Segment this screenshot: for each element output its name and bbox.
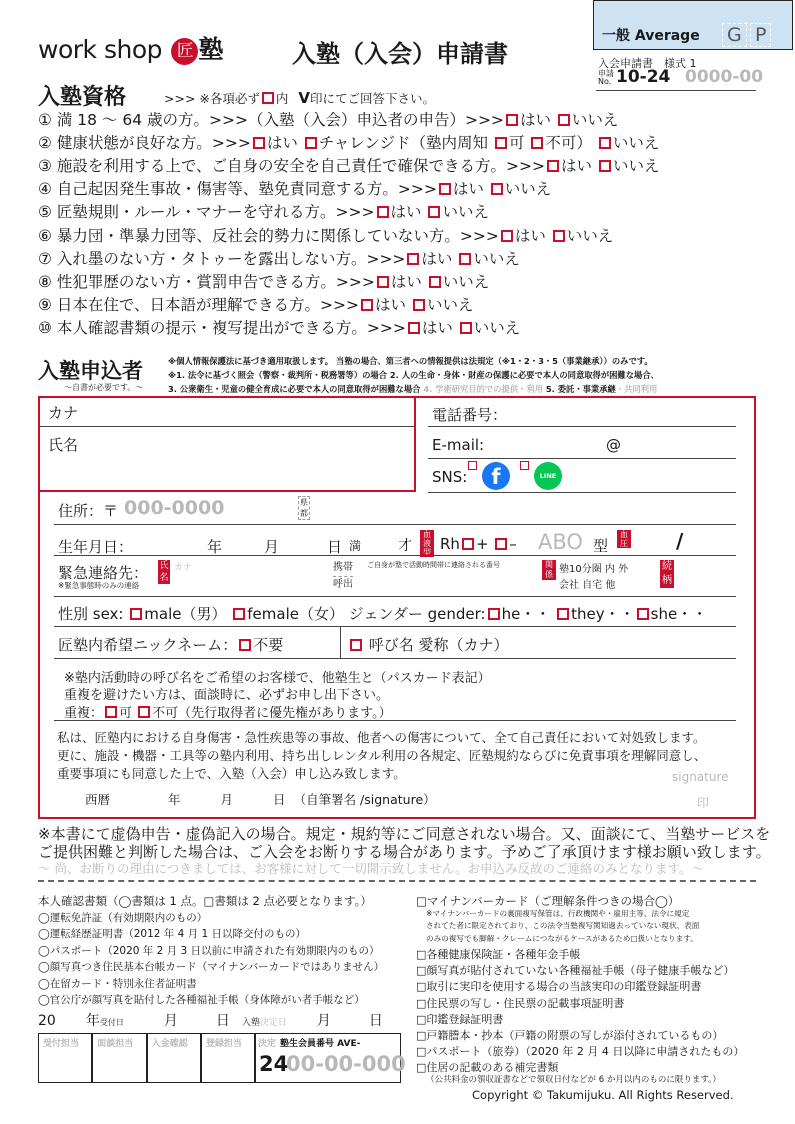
stamp-box[interactable] xyxy=(38,1033,92,1083)
privacy-note-3: 3. 公衆衛生・児童の健全育成に必要で本人の同意取得が困難な場合 4. 学術研究目的での提供・利用 5. 委託・事業承継・共同利用 xyxy=(168,384,658,394)
id-doc-item: ◯在留カード・特別永住者証明書 xyxy=(38,977,197,990)
callname-row: 呼び名 愛称（カナ） xyxy=(348,634,509,655)
qualification-item: ⑧ 性犯罪歴のない方・賞罰申告できる方。>>> はい いいえ xyxy=(38,272,490,291)
id-doc-item: ◯運転経歴証明書（2012 年 4 月 1 日以降交付のもの） xyxy=(38,928,307,941)
date-row: 20 年受付日 月 日 入塾決定日 月 日 xyxy=(38,1013,383,1029)
stamp-box[interactable] xyxy=(147,1033,201,1083)
yes-checkbox[interactable] xyxy=(361,299,373,311)
callname-checkbox[interactable] xyxy=(350,639,362,651)
privacy-note-2: ※1. 法令に基づく照会（警察・裁判所・税務署等）の場合 2. 人の生命・身体・財産の保護に必要で本人の同意取得が困難な場合、 xyxy=(168,370,659,380)
disclose-ok-checkbox[interactable] xyxy=(495,137,507,149)
nickname-row: 匠塾内希望ニックネーム： 不要 xyxy=(58,636,284,654)
no-checkbox[interactable] xyxy=(429,276,441,288)
no-checkbox[interactable] xyxy=(459,253,471,265)
challenged-checkbox[interactable] xyxy=(305,137,317,149)
id-doc-item: □住居の記載のある補完書類 xyxy=(416,1061,559,1075)
blood-label: 血液型 xyxy=(420,530,434,557)
qualification-note: >>> ※各項必ず 内 V印にてご回答下さい。 xyxy=(164,89,435,107)
no-checkbox[interactable] xyxy=(428,206,440,218)
disclose-ng-checkbox[interactable] xyxy=(531,137,543,149)
qualification-item: ③ 施設を利用する上で、ご自身の安全を自己責任で確保できる方。>>> はい いいえ xyxy=(38,157,660,176)
yes-checkbox[interactable] xyxy=(506,114,518,126)
member-number-box[interactable]: 決定 塾生会員番号 AVE- 24 00-00-000 xyxy=(255,1033,401,1083)
rh-minus-checkbox[interactable] xyxy=(495,538,507,550)
copyright: Copyright © Takumijuku. All Rights Reserved. xyxy=(472,1088,734,1102)
birth-label: 生年月日： xyxy=(58,538,134,556)
no-checkbox[interactable] xyxy=(553,230,565,242)
grade-g: G xyxy=(722,23,747,47)
bp-label: 血圧 xyxy=(617,530,631,548)
yes-checkbox[interactable] xyxy=(377,206,389,218)
logo-suffix: 塾 xyxy=(198,35,223,64)
dup-ng-checkbox[interactable] xyxy=(138,706,150,718)
stamp-label: 面談担当 xyxy=(97,1039,134,1049)
qualification-item: ⑤ 匠塾規則・ルール・マナーを守れる方。>>> はい いいえ xyxy=(38,203,489,222)
no-checkbox[interactable] xyxy=(599,160,611,172)
mynumber-note-line: されてた者に限定されており、この法令当塾複写関知過去っていない現状、表面 xyxy=(426,921,700,931)
grade-box xyxy=(593,0,793,50)
line-icon: LINE xyxy=(534,462,562,490)
yes-checkbox[interactable] xyxy=(501,230,513,242)
id-doc-item: □各種健康保険証・各種年金手帳 xyxy=(416,948,581,961)
dup-ok-checkbox[interactable] xyxy=(105,706,117,718)
phone-label: 電話番号： xyxy=(432,406,508,424)
id-doc-item: □顔写真が貼付されていない各種福祉手帳（母子健康手帳など） xyxy=(416,964,735,978)
yes-checkbox[interactable] xyxy=(439,183,451,195)
logo-mark: 匠 xyxy=(171,38,198,65)
stamp-box[interactable] xyxy=(92,1033,146,1083)
id-doc-item: □印鑑登録証明書 xyxy=(416,1012,504,1026)
sns-checkbox-1[interactable] xyxy=(468,461,477,470)
email-label: E-mail: xyxy=(432,436,485,454)
email-at: @ xyxy=(606,436,621,454)
gender-row: 性別 sex: male（男） female（女） ジェンダー gender: he・・ they・・ she・・ xyxy=(58,605,708,623)
grade-p: P xyxy=(750,23,771,47)
name-input[interactable] xyxy=(100,430,400,485)
applicant-subheading: ～自書が必要です。～ xyxy=(64,383,144,392)
mynumber-note-line: ※マイナンバーカードの裏面複写保管は、行政機関や・雇用主等、法令に規定 xyxy=(426,909,690,918)
prefecture-tag: 県 都 xyxy=(300,498,308,518)
id-doc-item: ◯運転免許証（有効期限内のもの） xyxy=(38,912,208,924)
stamp-label: 登録担当 xyxy=(205,1039,242,1049)
qualification-item: ⑥ 暴力団・準暴力団等、反社会的勢力に関係していない方。>>> はい いいえ xyxy=(38,226,614,245)
qualification-item: ⑩ 本人確認書類の提示・複写提出ができる方。>>> はい いいえ xyxy=(38,318,521,337)
male-checkbox[interactable] xyxy=(130,608,142,620)
she-checkbox[interactable] xyxy=(637,608,649,620)
privacy-note-1: ※個人情報保護法に基づき適用取扱します。 当塾の場合、第三者への情報提供は法規定（※1・2・3・5（事業継承））のみです。 xyxy=(168,356,653,366)
form-label: 入会申請書 様式 1 xyxy=(598,57,697,70)
seal: 印 xyxy=(697,796,710,810)
qualification-heading: 入塾資格 xyxy=(38,85,127,110)
id-doc-item: □取引に実印を使用する場合の当該実印の印鑑登録証明書 xyxy=(416,980,702,994)
signature-row: 西暦 年 月 日 （自筆署名 /signature） xyxy=(85,792,436,807)
address-label: 住所：〒 xyxy=(58,502,119,520)
yes-checkbox[interactable] xyxy=(377,276,389,288)
stamp-box[interactable] xyxy=(201,1033,255,1083)
id-doc-item: ◯パスポート（2020 年 2 月 3 日以前に申請された有効期限内のもの） xyxy=(38,944,380,957)
qualification-item: ⑨ 日本在住で、日本語が理解できる方。>>> はい いいえ xyxy=(38,295,474,314)
they-checkbox[interactable] xyxy=(557,608,569,620)
yes-checkbox[interactable] xyxy=(407,253,419,265)
logo xyxy=(38,30,223,66)
id-doc-item: （公共料金の領収証書などで領収日付などが 6 か月以内のものに限ります。） xyxy=(426,1074,721,1085)
rh-plus-checkbox[interactable] xyxy=(462,538,474,550)
applicant-heading: 入塾申込者 xyxy=(38,359,143,383)
qualification-item: ⑦ 入れ墨のない方・タトゥーを露出しない方。>>> はい いいえ xyxy=(38,249,520,268)
zip-code[interactable]: 000-0000 xyxy=(124,497,225,519)
female-checkbox[interactable] xyxy=(233,608,245,620)
no-checkbox[interactable] xyxy=(599,137,611,149)
abo-type[interactable]: ABO xyxy=(538,530,583,554)
grade-label: 一般 Average xyxy=(602,28,700,44)
no-checkbox[interactable] xyxy=(491,183,503,195)
yes-checkbox[interactable] xyxy=(253,137,265,149)
no-checkbox[interactable] xyxy=(558,114,570,126)
he-checkbox[interactable] xyxy=(488,608,500,620)
no-checkbox[interactable] xyxy=(413,299,425,311)
yes-checkbox[interactable] xyxy=(408,322,420,334)
id-doc-item: □戸籍謄本・抄本（戸籍の附票の写しが添付されているもの） xyxy=(416,1029,724,1042)
no-checkbox[interactable] xyxy=(460,322,472,334)
mynumber-note-line: のみの複写でも脚解・クレームにつながるケースがあるため□扱いとなります。 xyxy=(426,933,698,943)
qualification-item: ① 満 18 ～ 64 歳の方。>>>（入塾（入会）申込者の申告）>>> はい いいえ xyxy=(38,111,619,129)
id-doc-item: □住民票の写し・住民票の記載事項証明書 xyxy=(416,996,625,1010)
nickname-none-checkbox[interactable] xyxy=(239,639,251,651)
page-title: 入塾（入会）申請書 xyxy=(292,40,508,68)
qualification-item: ② 健康状態が良好な方。>>> はい チャレンジド（塾内周知 可 不可） いいえ xyxy=(38,134,660,153)
facebook-icon: f xyxy=(482,462,510,490)
qualification-item: ④ 自己起因発生事故・傷害等、塾免責同意する方。>>> はい いいえ xyxy=(38,180,552,199)
emergency-label: 緊急連絡先： xyxy=(58,564,149,582)
kana-input[interactable] xyxy=(100,400,400,422)
name-label: 氏名 xyxy=(48,436,79,454)
id-doc-item: ◯官公庁が顔写真を貼付した各種福祉手帳（身体障がい者手帳など） xyxy=(38,994,365,1006)
stamp-label: 受付担当 xyxy=(43,1039,80,1049)
sns-label: SNS: xyxy=(432,468,468,486)
id-doc-item: ◯顔写真つき住民基本台帳カード（マイナンバーカードではありません） xyxy=(38,961,385,974)
sns-checkbox-2[interactable] xyxy=(520,461,529,470)
stamp-label: 入金確認 xyxy=(151,1039,188,1049)
kana-label: カナ xyxy=(48,404,79,422)
logo-text: work shop xyxy=(38,35,162,64)
yes-checkbox[interactable] xyxy=(547,160,559,172)
id-doc-item: □パスポート（旅券）（2020 年 2 月 4 日以降に申請されたもの） xyxy=(416,1045,745,1059)
